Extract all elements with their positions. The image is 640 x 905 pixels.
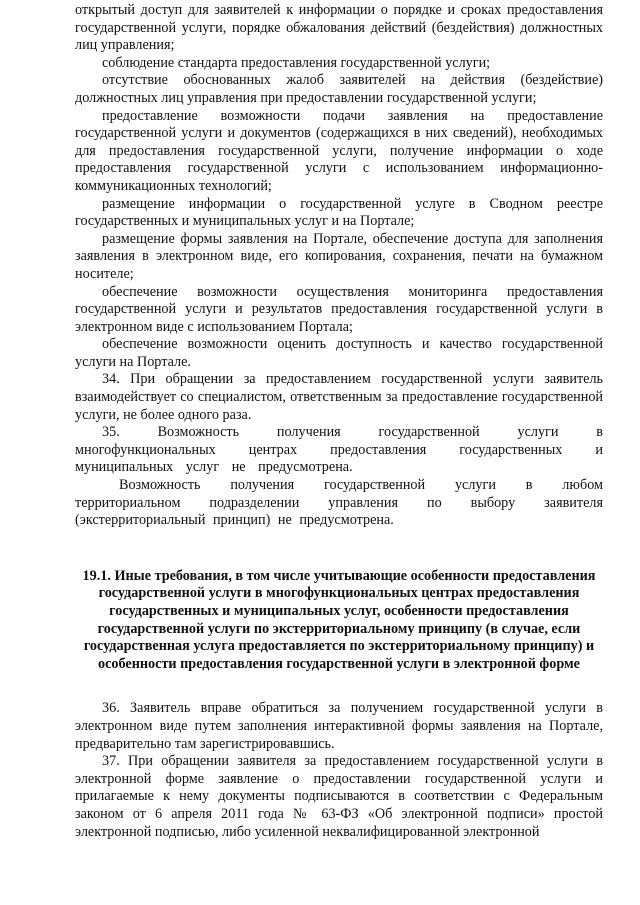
spacer (75, 673, 603, 700)
section-heading-19-1: 19.1. Иные требования, в том числе учитывающие особенности предоставления государственной услуги в многофункциональных центрах предоставления государственных и муниципальных услуг, особенности предоставления государственной услуги по экстерриториальному принципу (в случае, если государственная услуга предоставляется по экстерриториальному принципу) и особенности предоставления государственной услуги в электронной форме (82, 567, 596, 672)
paragraph-registry-info: размещение информации о государственной услуге в Сводном реестре государственных и муниципальных услуг и на Портале; (75, 195, 603, 230)
paragraph-standard-compliance: соблюдение стандарта предоставления государственной услуги; (102, 54, 491, 71)
paragraph-item-34: 34. При обращении за предоставлением государственной услуги заявитель взаимодействует со специалистом, ответственным за предоставление государственной услуги, не более одного раза. (75, 371, 603, 423)
paragraph-quality-rating: обеспечение возможности оценить доступность и качество государственной услуги на Портале. (75, 336, 603, 370)
paragraph-form-placement: размещение формы заявления на Портале, обеспечение доступа для заполнения заявления в электронном виде, его копирования, сохранения, печати на бумажном носителе; (75, 230, 603, 282)
paragraph-open-access: открытый доступ для заявителей к информации о порядке и сроках предоставления государственной услуги, порядке обжалования действий (бездействия) должностных лиц управления; (75, 2, 603, 54)
paragraph-monitoring: обеспечение возможности осуществления мониторинга предоставления государственной услуги и результатов предоставления государственной услуги в электронном виде с использованием Портала; (75, 283, 603, 335)
paragraph-extraterritorial: Возможность получения государственной услуги в любом территориальном подразделении управления по выбору заявителя (экстерриториальный принцип) не предусмотрена. (75, 477, 603, 529)
paragraph-no-complaints: отсутствие обоснованных жалоб заявителей на действия (бездействие) должностных лиц управления при предоставлении государственной услуги; (75, 72, 603, 106)
paragraph-item-37: 37. При обращении заявителя за предоставлением государственной услуги в электронной форме заявление о предоставлении государственной услуги и прилагаемые к нему документы подписываются в соответствии с Федеральным законом от 6 апреля 2011 года № 63-ФЗ «Об электронной подписи» простой электронной подписью, либо усиленной неквалифицированной электронной (75, 753, 603, 840)
paragraph-item-35: 35. Возможность получения государственной услуги в многофункциональных центрах предоставления государственных и муниципальных услуг не предусмотрена. (75, 424, 603, 476)
paragraph-item-36: 36. Заявитель вправе обратиться за получением государственной услуги в электронном виде путем заполнения интерактивной формы заявления на Портале, предварительно там зарегистрировавшись. (75, 700, 603, 752)
paragraph-electronic-application: предоставление возможности подачи заявления на предоставление государственной услуги и документов (содержащихся в них сведений), необходимых для предоставления государственной услуги, получение информации о ходе предоставления государственной услуги с использованием информационно-коммуникационных технологий; (75, 107, 603, 194)
